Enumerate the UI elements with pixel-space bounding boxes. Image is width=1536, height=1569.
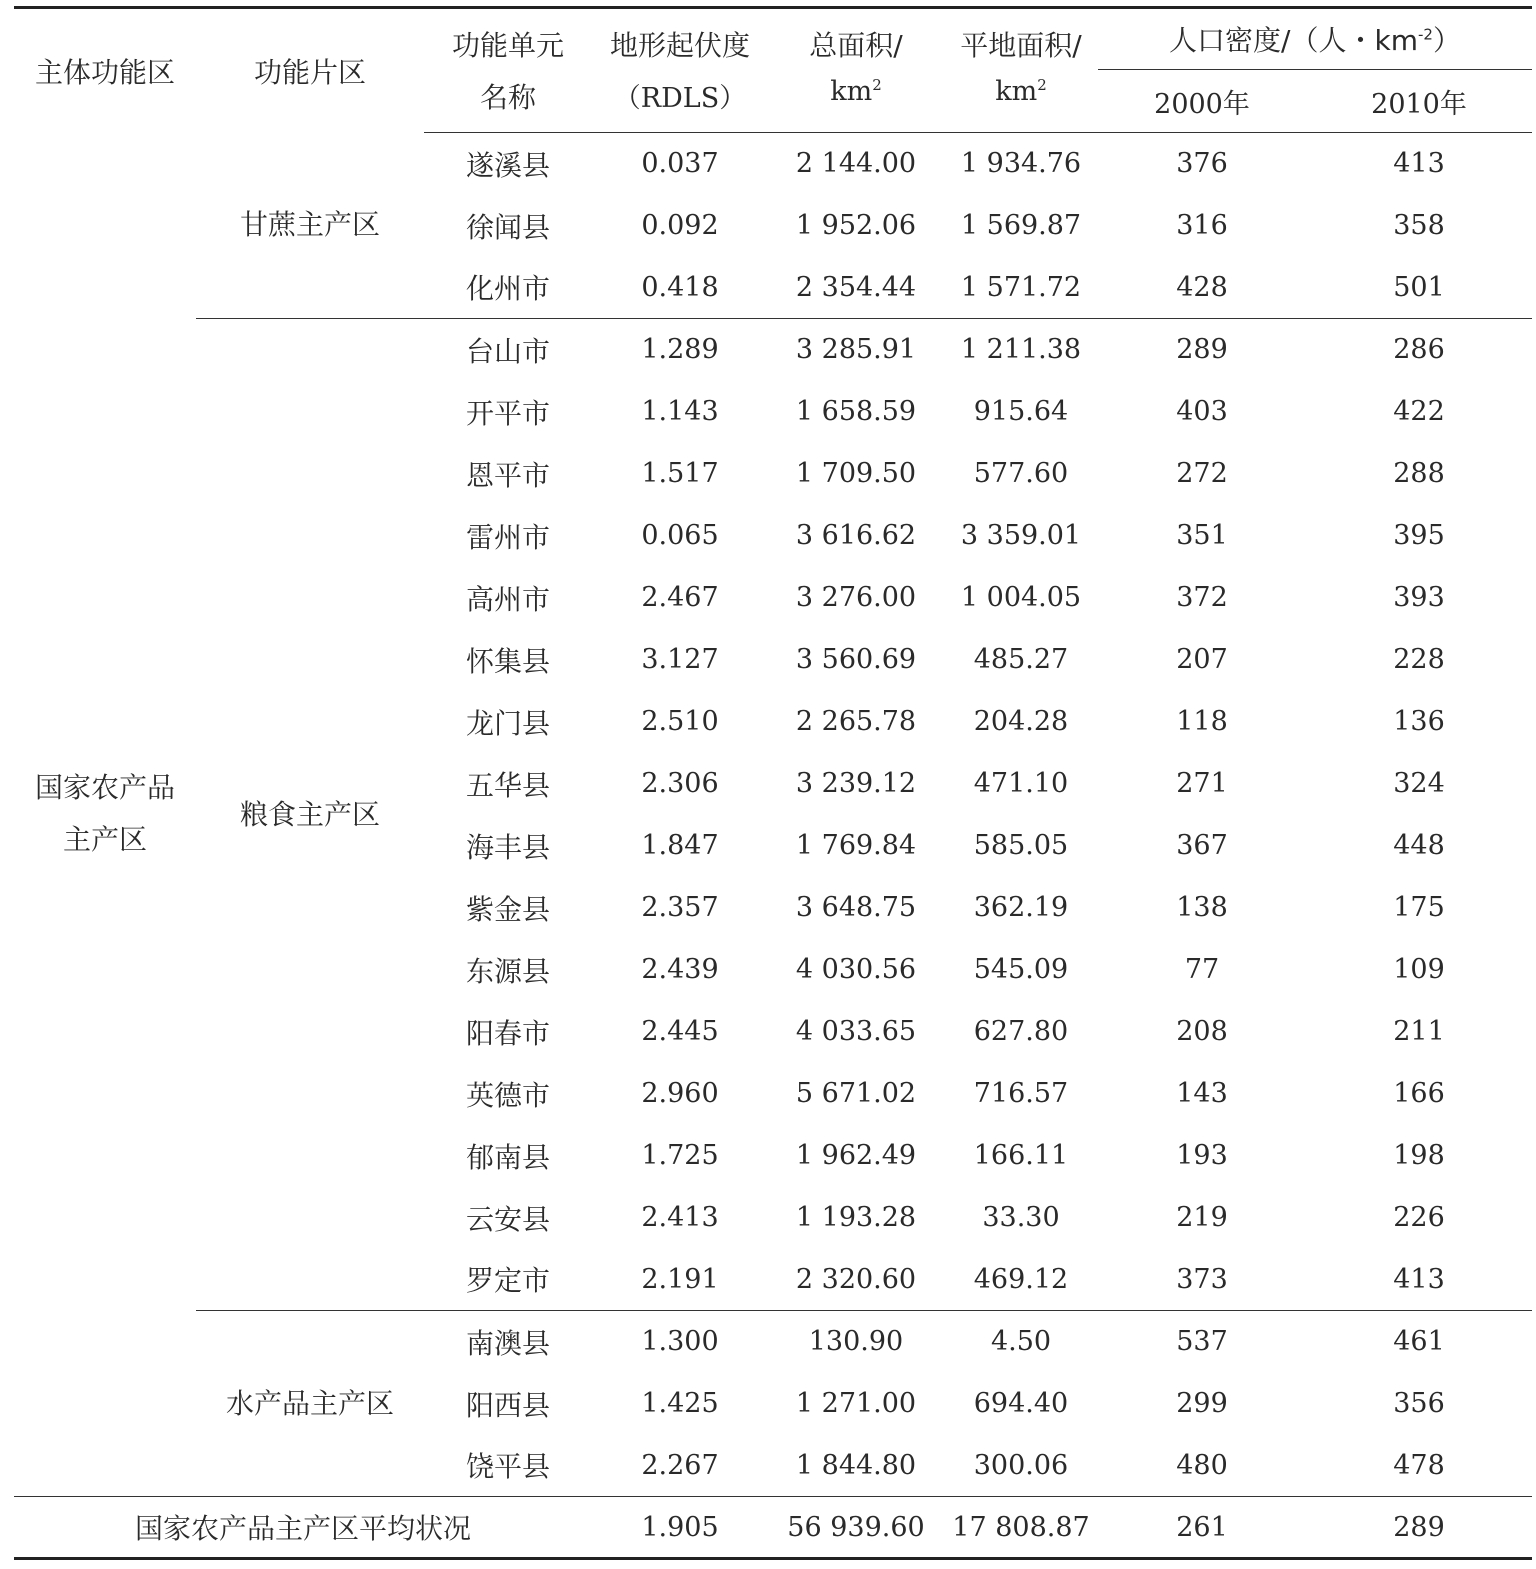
main-zone-cell: [14, 133, 196, 1497]
cell-pop-2010: 501: [1393, 271, 1445, 303]
cell-unit-name: 五华县: [465, 768, 550, 802]
cell-rdls: 2.306: [641, 768, 719, 799]
cell-pop-2010: 109: [1393, 954, 1445, 985]
cell-flat-area: 485.27: [973, 644, 1069, 675]
cell-pop-2010: 228: [1393, 644, 1445, 675]
table-row: [14, 1311, 1532, 1373]
table-body: [14, 133, 1532, 1559]
cell-total-area: 1 271.00: [795, 1388, 917, 1419]
main-zone-label: 国家农产品主产区: [34, 771, 175, 857]
summary-flat-area: 17 808.87: [944, 1497, 1098, 1559]
cell-rdls: 2.357: [641, 892, 719, 923]
cell-flat-area: 1 569.87: [960, 210, 1082, 241]
header-pop-density-close: ）: [1432, 24, 1461, 57]
cell-rdls: 2.960: [641, 1078, 719, 1109]
cell-unit-name: 雷州市: [465, 520, 550, 554]
cell-flat-area: 1 571.72: [960, 271, 1082, 303]
cell-flat-area: 627.80: [973, 1016, 1069, 1047]
cell-rdls: 1.847: [641, 830, 719, 861]
cell-unit-name: 郁南县: [465, 1140, 550, 1174]
cell-pop-2000: 480: [1176, 1449, 1228, 1481]
cell-pop-2010: 226: [1393, 1202, 1445, 1233]
cell-pop-2000: 367: [1176, 830, 1228, 861]
table-row: [14, 133, 1532, 195]
cell-total-area: 130.90: [768, 1311, 944, 1373]
cell-unit-name: 罗定市: [465, 1264, 550, 1298]
sub-zone-cell: [196, 319, 424, 1311]
cell-rdls: 1.517: [641, 458, 719, 489]
cell-total-area: 4 030.56: [795, 954, 917, 985]
header-year-2010: 2010年: [1306, 70, 1532, 133]
cell-pop-2000: 316: [1176, 210, 1228, 241]
sub-zone-cell: [196, 133, 424, 319]
header-pop-density-exp: -2: [1417, 25, 1433, 44]
cell-pop-2010: 413: [1393, 1263, 1445, 1295]
table-header: [14, 8, 1532, 133]
cell-pop-2000: 289: [1098, 319, 1306, 381]
cell-flat-area: 166.11: [973, 1140, 1069, 1171]
header-pop-density-text: 人口密度/（人・km: [1169, 24, 1418, 57]
cell-total-area: 2 320.60: [795, 1263, 917, 1295]
cell-unit-name: 遂溪县: [465, 148, 550, 182]
cell-unit-name: 高州市: [465, 582, 550, 616]
cell-pop-2000: 219: [1176, 1202, 1228, 1233]
cell-rdls: 0.418: [641, 271, 719, 303]
cell-rdls: 2.191: [641, 1263, 719, 1295]
cell-rdls: 2.510: [641, 706, 719, 737]
cell-flat-area: 1 211.38: [944, 319, 1098, 381]
cell-pop-2010: 422: [1393, 396, 1445, 427]
cell-unit-name: 阳春市: [465, 1016, 550, 1050]
cell-pop-2000: 403: [1176, 396, 1228, 427]
cell-pop-2010: 136: [1393, 706, 1445, 737]
cell-unit-name: 海丰县: [465, 830, 550, 864]
cell-pop-2010: 356: [1393, 1388, 1445, 1419]
cell-flat-area: 33.30: [982, 1202, 1060, 1233]
cell-total-area: 3 285.91: [768, 319, 944, 381]
cell-total-area: 5 671.02: [795, 1078, 917, 1109]
cell-unit-name: 饶平县: [465, 1450, 550, 1484]
cell-unit-name: 台山市: [424, 319, 592, 381]
cell-pop-2010: 393: [1393, 582, 1445, 613]
summary-pop-2010: 289: [1306, 1497, 1532, 1559]
header-flat-area-line1: 平地面积/: [944, 8, 1098, 70]
cell-flat-area: 471.10: [973, 768, 1069, 799]
cell-pop-2010: 413: [1393, 148, 1445, 180]
sub-zone-cell: [196, 1311, 424, 1497]
cell-pop-2000: 428: [1176, 271, 1228, 303]
header-pop-density: [1098, 8, 1532, 70]
cell-total-area: 3 648.75: [795, 892, 917, 923]
cell-pop-2010: 198: [1393, 1140, 1445, 1171]
cell-total-area: 2 265.78: [795, 706, 917, 737]
cell-pop-2000: 271: [1176, 768, 1228, 799]
cell-pop-2010: 288: [1393, 458, 1445, 489]
cell-rdls: 1.425: [641, 1388, 719, 1419]
cell-flat-area: 469.12: [973, 1263, 1069, 1295]
cell-pop-2000: 537: [1098, 1311, 1306, 1373]
functional-zone-table: [14, 6, 1532, 1560]
cell-unit-name: 紫金县: [465, 892, 550, 926]
cell-pop-2010: 286: [1306, 319, 1532, 381]
cell-rdls: 2.467: [641, 582, 719, 613]
cell-total-area: 1 658.59: [795, 396, 917, 427]
cell-flat-area: 545.09: [973, 954, 1069, 985]
header-unit-name-line2: 名称: [424, 70, 592, 133]
data-table-container: [14, 6, 1532, 1560]
cell-pop-2010: 395: [1393, 520, 1445, 551]
cell-pop-2010: 461: [1306, 1311, 1532, 1373]
cell-total-area: 3 560.69: [795, 644, 917, 675]
cell-rdls: 1.725: [641, 1140, 719, 1171]
cell-total-area: 1 952.06: [795, 210, 917, 241]
cell-flat-area: 1 004.05: [960, 582, 1082, 613]
cell-unit-name: 英德市: [465, 1078, 550, 1112]
header-flat-area-unit: [944, 70, 1098, 133]
cell-pop-2010: 166: [1393, 1078, 1445, 1109]
cell-total-area: 1 193.28: [795, 1202, 917, 1233]
header-flat-area-exp: 2: [1037, 75, 1047, 94]
cell-pop-2000: 372: [1176, 582, 1228, 613]
summary-total-area: 56 939.60: [768, 1497, 944, 1559]
cell-flat-area: 585.05: [973, 830, 1069, 861]
cell-unit-name: 阳西县: [465, 1388, 550, 1422]
cell-unit-name: 东源县: [465, 954, 550, 988]
header-unit-name-line1: 功能单元: [424, 8, 592, 70]
header-flat-area-km: km: [995, 75, 1038, 107]
cell-rdls: 2.439: [641, 954, 719, 985]
cell-pop-2000: 272: [1176, 458, 1228, 489]
cell-pop-2000: 373: [1176, 1263, 1228, 1295]
header-total-area-km: km: [830, 75, 873, 107]
cell-unit-name: 徐闻县: [465, 210, 550, 244]
header-main-zone: 主体功能区: [14, 8, 196, 133]
table-row: [14, 319, 1532, 381]
summary-label: 国家农产品主产区平均状况: [14, 1497, 592, 1559]
cell-pop-2010: 211: [1393, 1016, 1445, 1047]
cell-pop-2000: 77: [1184, 954, 1220, 985]
cell-total-area: 3 616.62: [795, 520, 917, 551]
cell-flat-area: 694.40: [973, 1388, 1069, 1419]
cell-pop-2000: 143: [1176, 1078, 1228, 1109]
cell-unit-name: 恩平市: [465, 458, 550, 492]
cell-rdls: 2.413: [641, 1202, 719, 1233]
cell-flat-area: 577.60: [973, 458, 1069, 489]
cell-flat-area: 204.28: [973, 706, 1069, 737]
cell-unit-name: 开平市: [465, 396, 550, 430]
sub-zone-label: 粮食主产区: [239, 797, 380, 831]
summary-pop-2000: 261: [1098, 1497, 1306, 1559]
cell-rdls: 2.445: [641, 1016, 719, 1047]
cell-pop-2010: 478: [1393, 1449, 1445, 1481]
cell-rdls: 0.037: [641, 148, 719, 180]
cell-pop-2000: 193: [1176, 1140, 1228, 1171]
header-total-area-line1: 总面积/: [768, 8, 944, 70]
cell-flat-area: 4.50: [944, 1311, 1098, 1373]
cell-rdls: 3.127: [641, 644, 719, 675]
sub-zone-label: 水产品主产区: [225, 1386, 394, 1420]
header-total-area-exp: 2: [872, 75, 882, 94]
cell-unit-name: 云安县: [465, 1202, 550, 1236]
cell-pop-2000: 351: [1176, 520, 1228, 551]
header-rdls-line1: 地形起伏度: [592, 8, 768, 70]
cell-flat-area: 1 934.76: [960, 148, 1082, 180]
sub-zone-label: 甘蔗主产区: [239, 208, 380, 242]
cell-pop-2000: 207: [1176, 644, 1228, 675]
cell-total-area: 4 033.65: [795, 1016, 917, 1047]
cell-pop-2000: 208: [1176, 1016, 1228, 1047]
cell-pop-2000: 299: [1176, 1388, 1228, 1419]
cell-total-area: 1 769.84: [795, 830, 917, 861]
cell-pop-2000: 118: [1176, 706, 1228, 737]
cell-unit-name: 怀集县: [465, 644, 550, 678]
cell-pop-2010: 448: [1393, 830, 1445, 861]
cell-total-area: 3 276.00: [795, 582, 917, 613]
header-sub-zone: 功能片区: [196, 8, 424, 133]
cell-rdls: 1.143: [641, 396, 719, 427]
cell-total-area: 1 844.80: [795, 1449, 917, 1481]
cell-rdls: 0.065: [641, 520, 719, 551]
cell-rdls: 1.300: [592, 1311, 768, 1373]
cell-pop-2000: 376: [1176, 148, 1228, 180]
cell-total-area: 2 144.00: [795, 148, 917, 180]
cell-flat-area: 915.64: [973, 396, 1069, 427]
cell-total-area: 3 239.12: [795, 768, 917, 799]
cell-unit-name: 龙门县: [465, 706, 550, 740]
cell-pop-2000: 138: [1176, 892, 1228, 923]
cell-pop-2010: 324: [1393, 768, 1445, 799]
summary-rdls: 1.905: [592, 1497, 768, 1559]
cell-flat-area: 3 359.01: [960, 520, 1082, 551]
cell-total-area: 1 709.50: [795, 458, 917, 489]
header-total-area-unit: [768, 70, 944, 133]
summary-row: [14, 1497, 1532, 1559]
cell-flat-area: 300.06: [973, 1449, 1069, 1481]
header-year-2000: 2000年: [1098, 70, 1306, 133]
cell-total-area: 2 354.44: [795, 271, 917, 303]
cell-flat-area: 716.57: [973, 1078, 1069, 1109]
cell-total-area: 1 962.49: [795, 1140, 917, 1171]
cell-unit-name: 化州市: [465, 272, 550, 306]
header-rdls-line2: （RDLS）: [592, 70, 768, 133]
cell-unit-name: 南澳县: [424, 1311, 592, 1373]
cell-rdls: 0.092: [641, 210, 719, 241]
cell-flat-area: 362.19: [973, 892, 1069, 923]
cell-pop-2010: 175: [1393, 892, 1445, 923]
cell-rdls: 1.289: [592, 319, 768, 381]
cell-pop-2010: 358: [1393, 210, 1445, 241]
cell-rdls: 2.267: [641, 1449, 719, 1481]
